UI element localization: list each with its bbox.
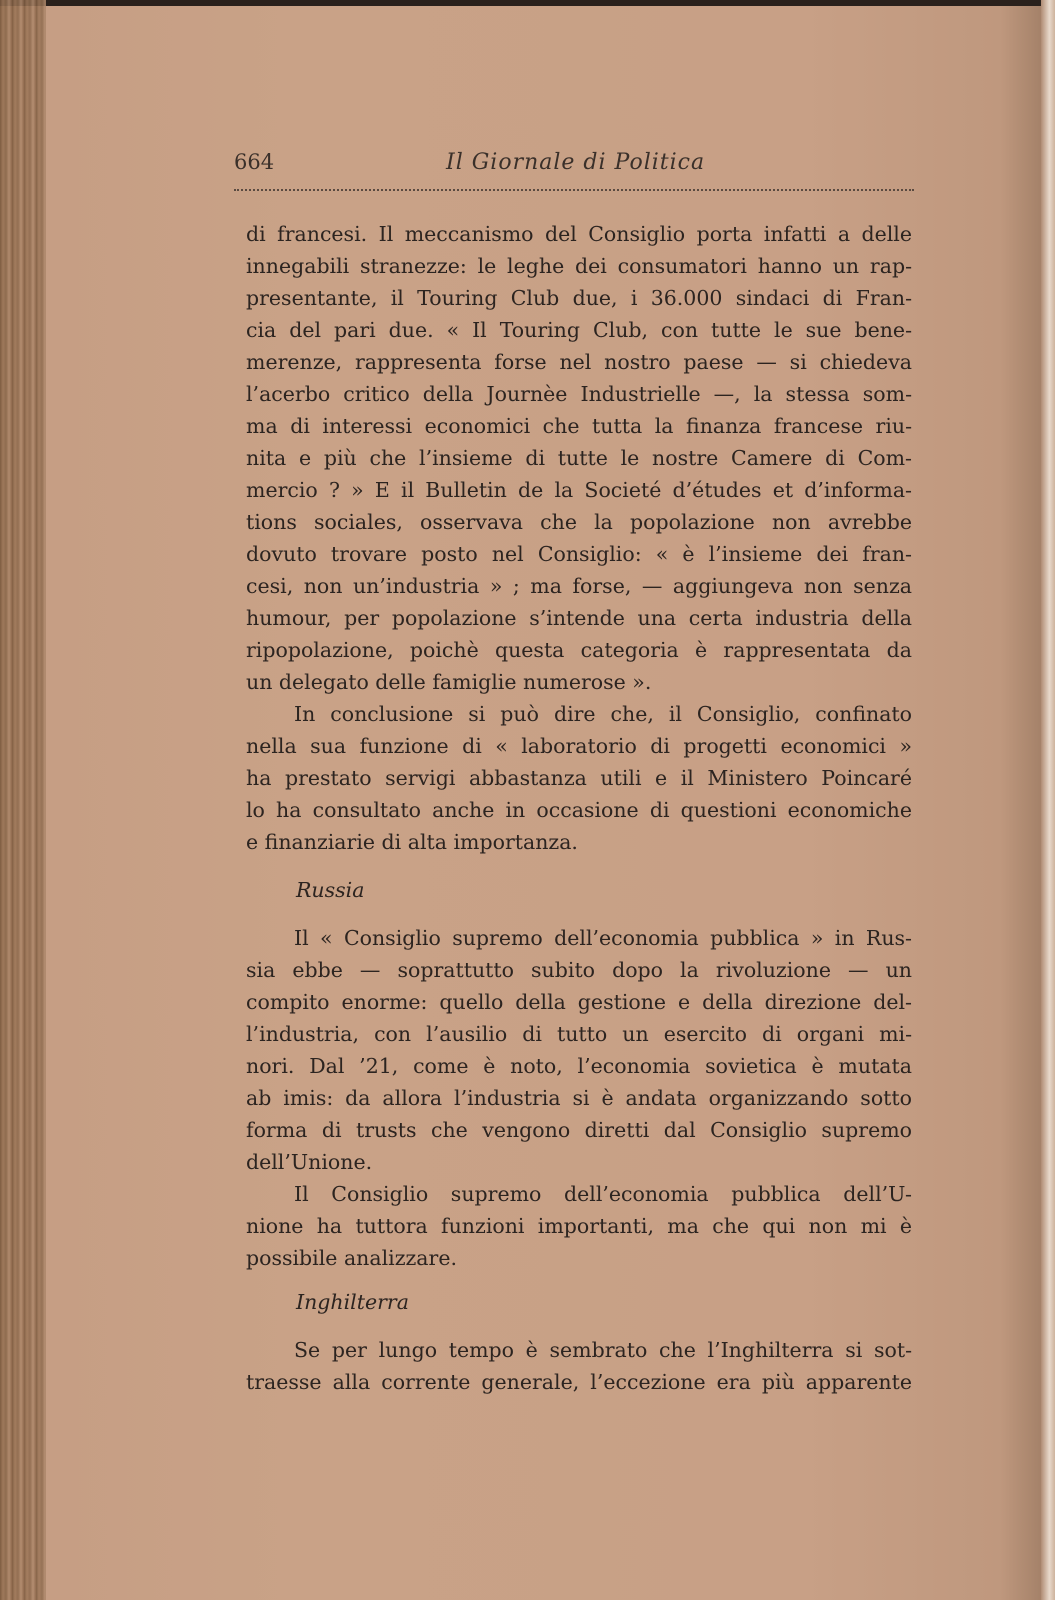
text-line: ripopolazione, poichè questa categoria è rappresentata da <box>246 638 912 662</box>
text-line: di francesi. Il meccanismo del Consiglio porta infatti a delle <box>246 222 912 246</box>
paragraph-russia-2 <box>246 1178 912 1274</box>
journal-title: Il Giornale di Politica <box>446 150 706 175</box>
page-right-edge <box>1041 0 1055 1600</box>
text-line: nita e più che l’insieme di tutte le nostre Camere di Com- <box>246 446 912 470</box>
text-line: cia del pari due. « Il Touring Club, con tutte le sue bene- <box>246 318 912 342</box>
section-heading-inghilterra: Inghilterra <box>296 1290 409 1314</box>
paragraph-inghilterra <box>246 1334 912 1398</box>
header-rule <box>234 189 914 191</box>
text-line: nori. Dal ’21, come è noto, l’economia sovietica è mutata <box>246 1054 912 1078</box>
page-number: 664 <box>234 150 275 174</box>
text-line: traesse alla corrente generale, l’eccezione era più apparente <box>246 1370 912 1394</box>
text-line: merenze, rappresenta forse nel nostro paese — si chiedeva <box>246 350 912 374</box>
page-top-edge <box>0 0 1055 6</box>
text-line: Il Consiglio supremo dell’economia pubblica dell’U- <box>294 1182 912 1206</box>
text-line: mercio ? » E il Bulletin de la Societé d’études et d’informa- <box>246 478 912 502</box>
text-line: ha prestato servigi abbastanza utili e il Ministero Poincaré <box>246 766 912 790</box>
text-line: innegabili stranezze: le leghe dei consumatori hanno un rap- <box>246 254 912 278</box>
text-line: compito enorme: quello della gestione e della direzione del- <box>246 990 912 1014</box>
text-line: ma di interessi economici che tutta la finanza francese riu- <box>246 414 912 438</box>
text-line: nione ha tuttora funzioni importanti, ma che qui non mi è <box>246 1214 912 1238</box>
paragraph-russia <box>246 922 912 1178</box>
text-line: presentante, il Touring Club due, i 36.000 sindaci di Fran- <box>246 286 912 310</box>
text-line: forma di trusts che vengono diretti dal Consiglio supremo <box>246 1118 912 1142</box>
text-line: dell’Unione. <box>246 1150 373 1174</box>
text-line: In conclusione si può dire che, il Consiglio, confinato <box>294 702 912 726</box>
text-line: Se per lungo tempo è sembrato che l’Inghilterra si sot- <box>294 1338 912 1362</box>
book-spine <box>0 0 46 1600</box>
section-heading-russia: Russia <box>296 878 365 902</box>
running-header <box>234 150 914 186</box>
text-line: lo ha consultato anche in occasione di questioni economiche <box>246 798 912 822</box>
text-line: possibile analizzare. <box>246 1246 457 1270</box>
text-line: dovuto trovare posto nel Consiglio: « è l’insieme dei fran- <box>246 542 912 566</box>
paragraph-1 <box>246 218 912 698</box>
text-line: ab imis: da allora l’industria si è andata organizzando sotto <box>246 1086 912 1110</box>
text-line: nella sua funzione di « laboratorio di progetti economici » <box>246 734 912 758</box>
text-line: tions sociales, osservava che la popolazione non avrebbe <box>246 510 912 534</box>
paragraph-2 <box>246 698 912 858</box>
text-line: l’acerbo critico della Journèe Industrielle —, la stessa som- <box>246 382 912 406</box>
text-line: l’industria, con l’ausilio di tutto un esercito di organi mi- <box>246 1022 912 1046</box>
text-line: un delegato delle famiglie numerose ». <box>246 670 652 694</box>
text-line: e finanziarie di alta importanza. <box>246 830 578 854</box>
text-line: humour, per popolazione s’intende una certa industria della <box>246 606 912 630</box>
text-line: cesi, non un’industria » ; ma forse, — aggiungeva non senza <box>246 574 912 598</box>
text-line: Il « Consiglio supremo dell’economia pubblica » in Rus- <box>294 926 912 950</box>
text-line: sia ebbe — soprattutto subito dopo la rivoluzione — un <box>246 958 912 982</box>
